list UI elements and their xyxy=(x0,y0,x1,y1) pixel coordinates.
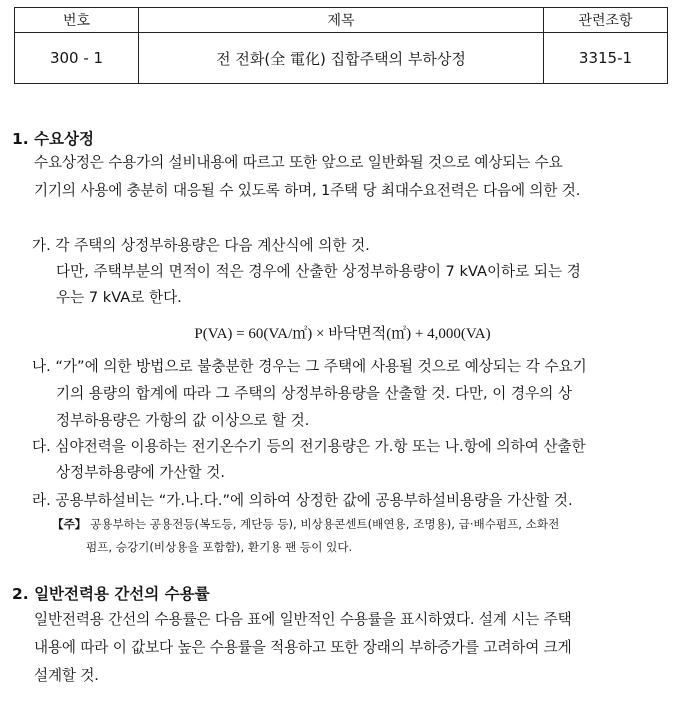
note-line1 xyxy=(52,513,559,536)
section1-heading: 1. 수요상정 xyxy=(12,130,94,148)
doc-title: 전 전화(全 電化) 집합주택의 부하상정 xyxy=(139,33,544,84)
section1-para-line1: 수요상정은 수용가의 설비내용에 따르고 또한 앞으로 일반화될 것으로 예상되는 수요 xyxy=(34,154,563,171)
note-block xyxy=(52,513,559,559)
section2-para-line2: 내용에 따라 이 값보다 높은 수용률을 적용하고 또한 장래의 부하증가를 고려하여 크게 xyxy=(34,639,572,656)
col-clause-header: 관련조항 xyxy=(544,8,668,33)
item-na-line2: 기의 용량의 합계에 따라 그 주택의 상정부하용량을 산출할 것. 다만, 이 경우의 상 xyxy=(56,385,573,402)
header-row xyxy=(15,8,668,33)
section2-para-line1: 일반전력용 간선의 수용률은 다음 표에 일반적인 수용률을 표시하였다. 설계 시는 주택 xyxy=(34,611,572,628)
item-da-line1: 다. 심야전력을 이용하는 전기온수기 등의 전기용량은 가.항 또는 나.항에 의하여 산출한 xyxy=(32,438,586,455)
load-formula: P(VA) = 60(VA/㎡) × 바닥면적(㎡) + 4,000(VA) xyxy=(194,326,491,342)
section2-para-line3: 설계할 것. xyxy=(34,667,99,684)
item-ga-line2: 다만, 주택부분의 면적이 적은 경우에 산출한 상정부하용량이 7 kVA이하로 되는 경 xyxy=(56,263,581,280)
header-table xyxy=(14,7,668,84)
col-number-header: 번호 xyxy=(15,8,139,33)
doc-clause: 3315-1 xyxy=(544,33,668,84)
note-tag: 【주】 xyxy=(52,517,87,531)
item-na-line1: 나. “가”에 의한 방법으로 불충분한 경우는 그 주택에 사용될 것으로 예상되는 각 수요기 xyxy=(32,358,587,375)
item-na-line3: 정부하용량은 가항의 값 이상으로 할 것. xyxy=(56,412,310,429)
section1-para-line2: 기기의 사용에 충분히 대응될 수 있도록 하며, 1주택 당 최대수요전력은 다음에 의한 것. xyxy=(34,182,581,199)
item-da-line2: 상정부하용량에 가산할 것. xyxy=(56,464,225,481)
doc-number: 300 - 1 xyxy=(15,33,139,84)
item-ga-line1: 가. 각 주택의 상정부하용량은 다음 계산식에 의한 것. xyxy=(32,237,370,254)
section2-heading: 2. 일반전력용 간선의 수용률 xyxy=(12,585,210,603)
note-line2: 펌프, 승강기(비상용을 포함함), 환기용 팬 등이 있다. xyxy=(86,540,353,554)
note-text1: 공용부하는 공용전등(복도등, 계단등 등), 비상용콘센트(배연용, 조명용), 급·배수펌프, 소화전 xyxy=(90,517,560,531)
item-ga-line3: 우는 7 kVA로 한다. xyxy=(56,289,182,306)
col-title-header: 제목 xyxy=(139,8,544,33)
item-ra-line1: 라. 공용부하설비는 “가.나.다.”에 의하여 상정한 값에 공용부하설비용량을 가산할 것. xyxy=(32,492,573,509)
value-row xyxy=(15,33,668,84)
